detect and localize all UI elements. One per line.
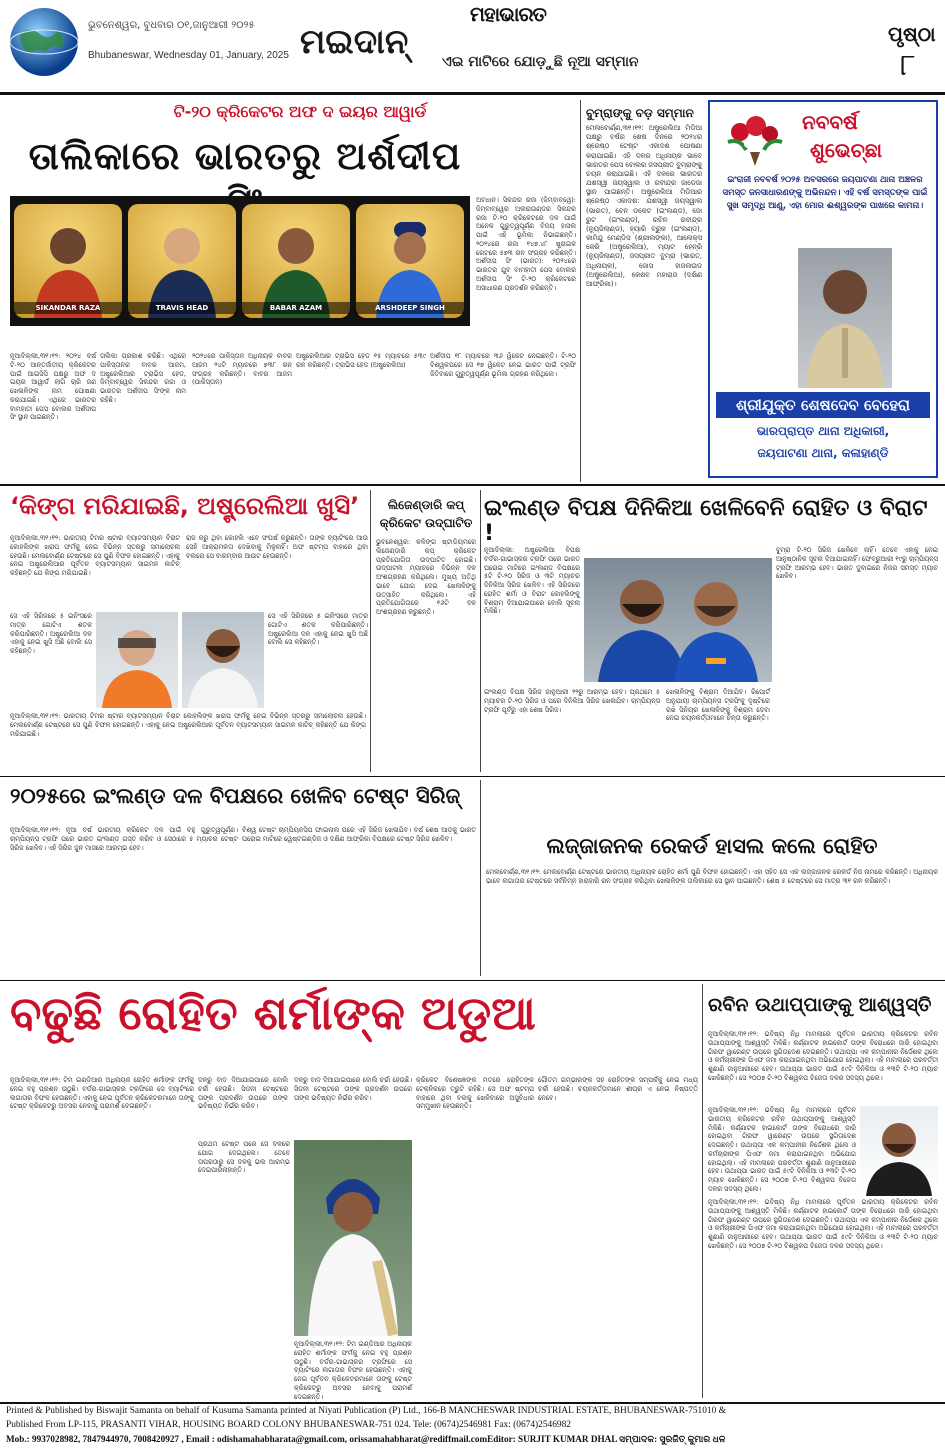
player-name: SIKANDAR RAZA: [14, 302, 122, 314]
section-rule: [0, 484, 945, 486]
uthappa-body-top: ନୂଆଦିଲ୍ଲୀ,୩୧।୧୨: ଭବିଷ୍ୟ ନିଧି ମାମଲାରେ ପୂର୍ବତନ ଭାରତୀୟ କ୍ରିକେଟର ରବିନ ଉଥାପ୍ପାଙ୍କୁ ଆଶ୍ୱସ୍ତି ମିଳିଛି। କର୍ଣ୍ଣାଟକ ହାଇକୋର୍ଟ ତାଙ୍କ ବିରୋଧରେ ଜାରି ହୋଇଥିବା ଗିରଫ ୱାରେଣ୍ଟ ଉପରେ ସ୍ଥଗିତାଦେଶ ଦେଇଛନ୍ତି। ଉଥାପ୍ପା ଏକ କମ୍ପାନୀର ନିର୍ଦ୍ଦେଶକ ଥିଲେ ଓ କର୍ମଚାରୀଙ୍କ ପିଏଫ ଜମା କରାଯାଇନଥିବା ଅଭିଯୋଗ ହୋଇଥିଲା। ଏହି ମାମଲାରେ ପରବର୍ତ୍ତୀ ଶୁଣାଣି ଜାନୁଆରୀରେ ହେବ। ଉଥାପ୍ପା ଭାରତ ପାଇଁ ୫୯ଟି ଦିନିକିଆ ଓ ୧୩ଟି ଟି-୨୦ ମ୍ୟାଚ ଖେଳିଛନ୍ତି। ସେ ୨୦୦୭ ଟି-୨୦ ବିଶ୍ୱକପ ବିଜେତା ଦଳର ସଦସ୍ୟ ଥିଲେ।: [708, 1030, 938, 1082]
player-card-babar: [242, 204, 350, 318]
section-name: ମଇଦାନ୍: [300, 22, 409, 62]
odi-body-left: ନୂଆଦିଲ୍ଲୀ: ଅଷ୍ଟ୍ରେଲିଆ ବିପକ୍ଷ ବର୍ଡର-ଗାଭାସ୍କର ଟ୍ରଫି ପରେ ଭାରତ ଘରୋଇ ମାଟିରେ ଇଂଲଣ୍ଡ ବିପକ୍ଷରେ ୫ଟି ଟି-୨୦ ସିରିଜ ଓ ୩ଟି ମ୍ୟାଚର ଦିନିକିଆ ସିରିଜ ଖେଳିବ। ଏହି ସିରିଜରେ ରୋହିତ ଶର୍ମା ଓ ବିରାଟ କୋହଲିଙ୍କୁ ବିଶ୍ରାମ ଦିଆଯାଇପାରେ ବୋଲି ସୂଚନା ମିଳିଛି।: [484, 546, 580, 616]
column-divider: [370, 490, 371, 772]
date-odia: ଭୁବନେଶ୍ୱର, ବୁଧବାର ୦୧,ଜାନୁଆରୀ ୨୦୨୫: [88, 20, 255, 31]
england-headline: ୨୦୨୫ରେ ଇଂଲଣ୍ଡ ଦଳ ବିପକ୍ଷରେ ଖେଳିବ ଟେଷ୍ଟ ସିରିଜ୍: [10, 784, 461, 808]
officer-photo: [798, 248, 892, 388]
lead-col-5: ଅର୍ଶଦୀପ ୧୮ ମ୍ୟାଚରେ ୩୬ ୱିକେଟ ନେଇଛନ୍ତି। ଟି-୨୦ ବିଶ୍ୱକପରେ ସେ ୧୭ ୱିକେଟ ନେଇ ଭାରତ ପାଇଁ ଟ୍ରଫି ଜିତିବାରେ ଗୁରୁତ୍ୱପୂର୍ଣ୍ଣ ଭୂମିକା ଗ୍ରହଣ କରିଥିଲେ।: [430, 352, 576, 378]
player-silhouette-icon: [356, 204, 464, 318]
rohit-batting-icon: [294, 1140, 412, 1336]
rohit-virat-portrait-icon: [584, 558, 772, 682]
odi-body-right: ଖେଳାଳିଙ୍କୁ ବିଶ୍ରାମ ଦିଆଯିବ। ରିପୋର୍ଟ ଅନୁଯାୟୀ ଚାମ୍ପିୟନ୍ସ ଟ୍ରଫିକୁ ଦୃଷ୍ଟିରେ ରଖି ସିନିୟର ଖେଳାଳିଙ୍କୁ ବିଶ୍ରାମ ଦେବା ନେଇ ଚୟନକର୍ତ୍ତାମାନେ ଚିନ୍ତା କରୁଛନ୍ତି।: [666, 688, 770, 723]
lead-col-2: ତାଲିକା ପ୍ରକାଶ କରିଛି। ଏଥିରେ ପାକିସ୍ତାନର ବାବର ଆଜମ, ଅଷ୍ଟ୍ରେଲିଆର ଟ୍ରାଭିସ ହେଡ, ଜିମ୍ବାବ୍ୱେର ସିକନ୍ଦର ରଜା ଓ ଭାରତର ଅର୍ଶଦୀପ ସିଂଙ୍କ ନାମ ରହିଛି।: [100, 352, 186, 404]
record-body: ମେଲବୋର୍ଣ୍ଣ,୩୧।୧୨: ମେଲବୋର୍ଣ୍ଣ ଟେଷ୍ଟରେ ଭାରତୀୟ ଅଧିନାୟକ ରୋହିତ ଶର୍ମା ପୁଣି ବିଫଳ ହୋଇଛନ୍ତି। ଏହା ସହିତ ସେ ଏକ ଲଜ୍ଜାଜନକ ରେକର୍ଡ ନିଜ ନାମରେ କରିଛନ୍ତି। ଅଧିନାୟକ ଭାବେ ଲଗାତାର ଟେଷ୍ଟରେ ସର୍ବନିମ୍ନ ହାରାହାରି ରନ ସଂଗ୍ରହ କରିଥିବା ଖେଳାଳିଙ୍କ ତାଲିକାରେ ସେ ସ୍ଥାନ ପାଇଛନ୍ତି। ଶେଷ ୫ ଟେଷ୍ଟରେ ସେ ମାତ୍ର ୩୧ ରନ କରିଛନ୍ତି।: [486, 868, 938, 885]
officer-portrait-icon: [798, 248, 892, 388]
uthappa-headline: ରବିନ ଉଥାପ୍ପାଙ୍କୁ ଆଶ୍ୱସ୍ତି: [708, 994, 932, 1016]
bumrah-body: ମେଲବୋର୍ଣ୍ଣ,୩୧।୧୨: ଅଷ୍ଟ୍ରେଲିଆ ମିଡିଆ ପକ୍ଷରୁ ବର୍ଷର ଶେଷ ଦିନରେ ୨୦୨୪ର ଶ୍ରେଷ୍ଠ ଟେଷ୍ଟ ଏକାଦଶ ଘୋଷଣା କରାଯାଇଛି। ଏହି ଦଳର ଅଧିନାୟକ ଭାବେ ଭାରତର ପେସ ବୋଲର ଜସପ୍ରୀତ ବୁମ୍ରାଙ୍କୁ ଚୟନ କରାଯାଇଛି। ଏହି ଦଳରେ ଭାରତର ଯଶସ୍ୱୀ ଜୟସ୍ୱାଲ ଓ ରବୀନ୍ଦ୍ର ଜାଡେଜା ସ୍ଥାନ ପାଇଛନ୍ତି। ଅଷ୍ଟ୍ରେଲିଆ ମିଡିଆର ଶ୍ରେଷ୍ଠ ଏକାଦଶ: ଯଶସ୍ୱୀ ଜୟସ୍ୱାଲ (ଭାରତ), ବେନ ଡକେଟ (ଇଂଲଣ୍ଡ), ଜୋ ରୁଟ (ଇଂଲଣ୍ଡ), ରଚିନ ରବୀନ୍ଦ୍ର (ନ୍ୟୁଜିଲାଣ୍ଡ), ହ୍ୟାରି ବ୍ରୁକ (ଇଂଲଣ୍ଡ), କାମିନ୍ଦୁ ମେଣ୍ଡିସ (ଶ୍ରୀଲଙ୍କା), ଆଲେକ୍ସ କେରି (ଅଷ୍ଟ୍ରେଲିଆ), ମ୍ୟାଟ ହେନ୍ରି (ନ୍ୟୁଜିଲାଣ୍ଡ), ଜସପ୍ରୀତ ବୁମ୍ରା (ଭାରତ, ଅଧିନାୟକ), ଜୋସ ହାଜଲଉଡ (ଅଷ୍ଟ୍ରେଲିଆ), କେଶବ ମହାରାଜ (ଦକ୍ଷିଣ ଆଫ୍ରିକା)।: [586, 124, 702, 288]
rohit-col-4: କ୍ରିକେଟ ବିଶେଷଜ୍ଞଙ୍କ ମତରେ ରୋହିତଙ୍କ ଟେକ୍ନିକରେ ତ୍ରୁଟି ରହିଛି। ସେ ଅଫ ଷ୍ଟମ୍ପ ବାହାରେ ଥିବା ବଲକୁ ଖେଳିବାରେ ଅସୁବିଧାର ସମ୍ମୁଖୀନ ହେଉଛନ୍ତି।: [416, 1076, 534, 1111]
column-divider: [480, 490, 481, 772]
player-name: ARSHDEEP SINGH: [356, 302, 464, 314]
player-card-travis: [128, 204, 236, 318]
column-divider: [580, 100, 581, 482]
greeting-title-1: ନବବର୍ଷ: [802, 110, 858, 134]
legends-body: ଭୁବନେଶ୍ୱର: କଳିଙ୍ଗ ଷ୍ଟାଡିୟମରେ ଲିଜେଣ୍ଡାରି କପ୍ କ୍ରିକେଟ ପ୍ରତିଯୋଗିତା ଉଦ୍‌ଘାଟିତ ହୋଇଛି। ଉଦ୍‌ଘାଟନୀ ମ୍ୟାଚରେ ବିଭିନ୍ନ ଦଳ ଅଂଶଗ୍ରହଣ କରିଥିଲେ। ମୁଖ୍ୟ ଅତିଥି ଭାବେ ଯୋଗ ଦେଇ ଖେଳାଳିଙ୍କୁ ଉତ୍ସାହିତ କରିଥିଲେ। ଏହି ପ୍ରତିଯୋଗିତାରେ ୧୬ଟି ଦଳ ଅଂଶଗ୍ରହଣ କରୁଛନ୍ତି।: [376, 538, 476, 617]
king-body-mid: ରାଜ କରୁ ଥିବା କୋହଲି ଏବେ ସଂଘର୍ଷ କରୁଛନ୍ତି। ତାଙ୍କ ବ୍ୟାଟିଂରେ ଆଉ ସେହି ଆକ୍ରାମକତା ଦେଖିବାକୁ ମିଳୁନାହିଁ। ଅଫ ଷ୍ଟମ୍ପ ବାହାରେ ଥିବା ବଲରେ ସେ ବାରମ୍ବାର ଆଉଟ ହେଉଛନ୍ତି।: [186, 534, 368, 560]
uthappa-photo: [860, 1106, 938, 1196]
lead-col-4: ଅଷ୍ଟ୍ରେଲିଆର ଟ୍ରାଭିସ ହେଡ ୧୫ ମ୍ୟାଚରେ ୫୩୯ ରନ କରିଛନ୍ତି। ଟ୍ରାଭିସ ହେଡ (ଅଷ୍ଟ୍ରେଲିଆ): [296, 352, 426, 369]
tagline: ଏଇ ମାଟିରେ ଯୋଡ଼ୁଛି ନୂଆ ସମ୍ମାନ: [442, 54, 639, 70]
flower-bouquet-icon: [720, 108, 790, 166]
rohit-headline: ବଢୁଛି ରୋହିତ ଶର୍ମାଙ୍କ ଅଡୁଆ: [10, 986, 536, 1040]
officer-station: ଜୟପାଟଣା ଥାନା, କଳାହାଣ୍ଡି: [757, 446, 889, 460]
player-silhouette-icon: [128, 204, 236, 318]
player-card-arshdeep: [356, 204, 464, 318]
kohli-photo: [182, 612, 264, 708]
rohit-col-1: ନୂଆଦିଲ୍ଲୀ,୩୧।୧୨: ଟିମ ଇଣ୍ଡିଆର ଅଧିନାୟକ ରୋହିତ ଶର୍ମାଙ୍କ ଫର୍ମକୁ ନେଇ ବହୁ ପ୍ରଶ୍ନ ଉଠୁଛି। ବର୍ଡର-ଗାଭାସ୍କର ଟ୍ରଫିରେ ସେ ବ୍ୟାଟିଂରେ ଲଗାତାର ବିଫଳ ହେଉଛନ୍ତି। ଏହାକୁ ନେଇ ପୂର୍ବତନ କ୍ରିକେଟରମାନେ ତାଙ୍କୁ ଟେଷ୍ଟ କ୍ରିକେଟରୁ ଅବସର ନେବାକୁ ପରାମର୍ଶ ଦେଇଛନ୍ତି।: [10, 1076, 194, 1111]
player-name: TRAVIS HEAD: [128, 302, 236, 314]
globe-logo: [6, 4, 82, 80]
odi-headline: ଇଂଲଣ୍ଡ ବିପକ୍ଷ ଦିନିକିଆ ଖେଳିବେନି ରୋହିତ ଓ ବିରାଟ !: [484, 496, 928, 546]
lead-col-3: ୨୦୨୪ରେ ପାକିସ୍ତାନ ଅଧିନାୟକ ବାବର ଆଜମ ୨୪ଟି ମ୍ୟାଚରେ ୭୩୮ ରନ ସଂଗ୍ରହ କରିଛନ୍ତି। ବାବର ଆଜମ (ପାକିସ୍ତାନ): [192, 352, 292, 387]
column-divider: [702, 984, 703, 1398]
bumrah-headline: ବୁମ୍ରାଙ୍କୁ ବଡ଼ ସମ୍ମାନ: [586, 106, 694, 120]
coach-photo: [96, 612, 178, 708]
section-rule: [0, 776, 945, 777]
king-body-right: ସେ ଏହି ସିରିଜରେ ୫ ଇନିଂସରେ ମାତ୍ର ଗୋଟିଏ ଶତକ କରିପାରିଛନ୍ତି। ଅଷ୍ଟ୍ରେଲିଆ ଦଳ ଏହାକୁ ନେଇ ଖୁସି ଅଛି ବୋଲି ସେ କହିଛନ୍ତି।: [268, 612, 368, 647]
player-cards: [10, 196, 470, 326]
legends-headline-2: କ୍ରିକେଟ ଉଦ୍‌ଘାଟିତ: [379, 516, 473, 530]
player-silhouette-icon: [14, 204, 122, 318]
player-silhouette-icon: [242, 204, 350, 318]
masthead: [0, 0, 945, 100]
player-card-sikandar: [14, 204, 122, 318]
legends-headline-1: ଲିଜେଣ୍ଡାରି କପ୍: [387, 498, 465, 512]
lead-side-text: ଅବଧାନ। ସିକନ୍ଦର ରଜା (ଜିମ୍ବାବ୍ୱେ): ଜିମ୍ବାବ୍ୱେର ଅଲରାଉଣ୍ଡର ସିକନ୍ଦର ରଜା ଟି-୨୦ କ୍ରିକେଟରେ ଦଳ ପାଇଁ ଅନେକ ଗୁରୁତ୍ୱପୂର୍ଣ୍ଣ ବିଜୟ ହାସଲ ପାଇଁ ଏହି ଭୂମିକା ନିଭାଇଛନ୍ତି। ୨୦୨୪ରେ ରଜା ୧୪୭.୪୮ ଷ୍ଟ୍ରାଇକ ରେଟରେ ୫୭୩ ରନ ସଂଗ୍ରହ କରିଛନ୍ତି। ଅର୍ଶଦୀପ ସିଂ (ଭାରତ): ୨୦୨୪ରେ ଭାରତର ଯୁବ ବାମହାତୀ ପେସ ବୋଲର ଅର୍ଶଦୀପ ସିଂ ଟି-୨୦ କ୍ରିକେଟରେ ଅସାଧାରଣ ପ୍ରଦର୍ଶନ କରିଛନ୍ତି।: [476, 196, 576, 292]
column-divider: [480, 780, 481, 976]
imprint-line-1: Printed & Published by Biswajit Samanta on behalf of Kusuma Samanta printed at Niyati Publication (P) Ltd., 166-B MANCHESWAR INDUSTRIAL ESTATE, BHUBANESWAR-751010 &: [6, 1406, 726, 1416]
player-name: BABAR AZAM: [242, 302, 350, 314]
page-label: ପୃଷ୍ଠା: [888, 22, 936, 46]
date-english: Bhubaneswar, Wednesday 01, January, 2025: [88, 50, 289, 61]
officer-designation: ଭାରପ୍ରାପ୍ତ ଥାନା ଅଧିକାରୀ,: [756, 424, 890, 438]
king-body-left: ନୂଆଦିଲ୍ଲୀ,୩୧।୧୨: ଭାରତୀୟ ଟିମର ଷ୍ଟାର ବ୍ୟାଟସମ୍ୟାନ ବିରାଟ କୋହଲିଙ୍କ ଖରାପ ଫର୍ମକୁ ନେଇ ବିଭିନ୍ନ ସ୍ତରରୁ ସମାଲୋଚନା ହେଉଛି। ମେଲବୋର୍ଣ୍ଣ ଟେଷ୍ଟରେ ସେ ପୁଣି ବିଫଳ ହୋଇଛନ୍ତି। ଏହାକୁ ନେଇ ଅଷ୍ଟ୍ରେଲିଆର ପୂର୍ବତନ ବ୍ୟାଟସମ୍ୟାନ ସାଇମନ କାଟିଚ୍ କହିଛନ୍ତି ଯେ କିଙ୍ଗ ମରିଯାଇଛି।: [10, 534, 180, 578]
coach-portrait-icon: [96, 612, 178, 708]
england-body-left: ନୂଆଦିଲ୍ଲୀ,୩୧।୧୨: ନୂଆ ବର୍ଷ ଭାରତୀୟ କ୍ରିକେଟ ଦଳ ପାଇଁ ବହୁ ଗୁରୁତ୍ୱପୂର୍ଣ୍ଣ। ଚାମ୍ପିୟନ୍ସ ଟ୍ରଫି ପରେ ଭାରତ ଇଂଲଣ୍ଡ ଗସ୍ତ କରିବ ଓ ସେଠାରେ ୫ ମ୍ୟାଚର ଟେଷ୍ଟ ସିରିଜ ଖେଳିବ। ଏହି ସିରିଜ ଜୁନ ମାସରେ ଆରମ୍ଭ ହେବ।: [10, 826, 238, 852]
odi-body-mid: ଇଂଲଣ୍ଡ ବିପକ୍ଷ ସିରିଜ ଜାନୁଆରୀ ୨୨ରୁ ଆରମ୍ଭ ହେବ। ପ୍ରଥମେ ୫ ମ୍ୟାଚର ଟି-୨୦ ସିରିଜ ଓ ପରେ ଦିନିକିଆ ସିରିଜ ଖେଳାଯିବ। ଚାମ୍ପିୟନ୍ସ ଟ୍ରଫି ପୂର୍ବରୁ ଏହା ଶେଷ ସିରିଜ।: [484, 688, 660, 714]
rohit-col-6: ନୂଆଦିଲ୍ଲୀ,୩୧।୧୨: ଟିମ ଇଣ୍ଡିଆର ଅଧିନାୟକ ରୋହିତ ଶର୍ମାଙ୍କ ଫର୍ମକୁ ନେଇ ବହୁ ପ୍ରଶ୍ନ ଉଠୁଛି। ବର୍ଡର-ଗାଭାସ୍କର ଟ୍ରଫିରେ ସେ ବ୍ୟାଟିଂରେ ଲଗାତାର ବିଫଳ ହେଉଛନ୍ତି। ଏହାକୁ ନେଇ ପୂର୍ବତନ କ୍ରିକେଟରମାନେ ତାଙ୍କୁ ଟେଷ୍ଟ କ୍ରିକେଟରୁ ଅବସର ନେବାକୁ ପରାମର୍ଶ ଦେଇଛନ୍ତି।: [294, 1340, 412, 1401]
lead-kicker: ଟି-୨୦ କ୍ରିକେଟର ଅଫ ଦ ଇୟର ଆୱାର୍ଡ: [173, 102, 427, 121]
england-body-right: ବିଶ୍ୱ ଟେଷ୍ଟ ଚାମ୍ପିୟନସିପ ଫାଇନାଲ ପରେ ଏହି ସିରିଜ ଖେଳାଯିବ। ବର୍ଷ ଶେଷ ଆଡ଼କୁ ଭାରତ ଘରୋଇ ମାଟିରେ ୱେଷ୍ଟଇଣ୍ଡିଜ ଓ ଦକ୍ଷିଣ ଆଫ୍ରିକା ବିପକ୍ଷରେ ଟେଷ୍ଟ ସିରିଜ ଖେଳିବ।: [242, 826, 476, 843]
lead-col-1: ନୂଆଦିଲ୍ଲୀ,୩୧।୧୨: ୨୦୨୪ ବର୍ଷ ଟି-୨୦ ଆନ୍ତର୍ଜାତୀୟ କ୍ରିକେଟର ପାଇଁ ଆଇସିସି ପକ୍ଷରୁ ଅଫ ଦ ଇୟର ଆୱାର୍ଡ ଲାଗି ଚାରି ଜଣ ଖେଳାଳିଙ୍କ ନାମ ଘୋଷଣା କରାଯାଇଛି। ଏଥିରେ ଭାରତର ବାମହାତୀ ପେସ ବୋଲର ଅର୍ଶଦୀପ ସିଂ ସ୍ଥାନ ପାଇଛନ୍ତି।: [10, 352, 96, 422]
king-body-bottom: ନୂଆଦିଲ୍ଲୀ,୩୧।୧୨: ଭାରତୀୟ ଟିମର ଷ୍ଟାର ବ୍ୟାଟସମ୍ୟାନ ବିରାଟ କୋହଲିଙ୍କ ଖରାପ ଫର୍ମକୁ ନେଇ ବିଭିନ୍ନ ସ୍ତରରୁ ସମାଲୋଚନା ହେଉଛି। ମେଲବୋର୍ଣ୍ଣ ଟେଷ୍ଟରେ ସେ ପୁଣି ବିଫଳ ହୋଇଛନ୍ତି। ଏହାକୁ ନେଇ ଅଷ୍ଟ୍ରେଲିଆର ପୂର୍ବତନ ବ୍ୟାଟସମ୍ୟାନ ସାଇମନ କାଟିଚ୍ କହିଛନ୍ତି ଯେ କିଙ୍ଗ ମରିଯାଇଛି।: [10, 712, 366, 738]
uthappa-portrait-icon: [860, 1106, 938, 1196]
paper-name-logo: ମହାଭାରତ: [470, 2, 546, 26]
rohit-col-3b: ଦଳରୁ ବାଦ ଦିଆଯାଇପାରେ ବୋଲି ଚର୍ଚ୍ଚା ହେଉଛି। ସିଡନୀ ଟେଷ୍ଟରେ ତାଙ୍କ ପ୍ରଦର୍ଶନ ଉପରେ ତାଙ୍କ ଭବିଷ୍ୟତ ନିର୍ଭର କରିବ।: [294, 1076, 412, 1102]
officer-name-banner: ଶ୍ରୀଯୁକ୍ତ ଶେଷଦେବ ବେହେରା: [716, 392, 930, 418]
greeting-message: ଇଂରାଜୀ ନବବର୍ଷ ୨୦୨୫ ଅବସରରେ ଜୟପାଟଣା ଥାନା ଅଞ୍ଚଳର ସମସ୍ତ ଜନସାଧାରଣଙ୍କୁ ଅଭିନନ୍ଦନ। ଏହି ବର୍ଷ ସମସ୍ତଙ୍କ ପାଇଁ ସୁଖ ସମୃଦ୍ଧି ଆଣୁ, ଏହା ମୋର ଈଶ୍ୱରଙ୍କ ପାଖରେ କାମନା।: [722, 175, 928, 212]
king-body-left-lower: ସେ ଏହି ସିରିଜରେ ୫ ଇନିଂସରେ ମାତ୍ର ଗୋଟିଏ ଶତକ କରିପାରିଛନ୍ତି। ଅଷ୍ଟ୍ରେଲିଆ ଦଳ ଏହାକୁ ନେଇ ଖୁସି ଅଛି ବୋଲି ସେ କହିଛନ୍ତି।: [10, 612, 92, 656]
uthappa-body-bottom: ନୂଆଦିଲ୍ଲୀ,୩୧।୧୨: ଭବିଷ୍ୟ ନିଧି ମାମଲାରେ ପୂର୍ବତନ ଭାରତୀୟ କ୍ରିକେଟର ରବିନ ଉଥାପ୍ପାଙ୍କୁ ଆଶ୍ୱସ୍ତି ମିଳିଛି। କର୍ଣ୍ଣାଟକ ହାଇକୋର୍ଟ ତାଙ୍କ ବିରୋଧରେ ଜାରି ହୋଇଥିବା ଗିରଫ ୱାରେଣ୍ଟ ଉପରେ ସ୍ଥଗିତାଦେଶ ଦେଇଛନ୍ତି। ଉଥାପ୍ପା ଏକ କମ୍ପାନୀର ନିର୍ଦ୍ଦେଶକ ଥିଲେ ଓ କର୍ମଚାରୀଙ୍କ ପିଏଫ ଜମା କରାଯାଇନଥିବା ଅଭିଯୋଗ ହୋଇଥିଲା। ଏହି ମାମଲାରେ ପରବର୍ତ୍ତୀ ଶୁଣାଣି ଜାନୁଆରୀରେ ହେବ। ଉଥାପ୍ପା ଭାରତ ପାଇଁ ୫୯ଟି ଦିନିକିଆ ଓ ୧୩ଟି ଟି-୨୦ ମ୍ୟାଚ ଖେଳିଛନ୍ତି। ସେ ୨୦୦୭ ଟି-୨୦ ବିଶ୍ୱକପ ବିଜେତା ଦଳର ସଦସ୍ୟ ଥିଲେ।: [708, 1198, 938, 1250]
uthappa-body-left: ନୂଆଦିଲ୍ଲୀ,୩୧।୧୨: ଭବିଷ୍ୟ ନିଧି ମାମଲାରେ ପୂର୍ବତନ ଭାରତୀୟ କ୍ରିକେଟର ରବିନ ଉଥାପ୍ପାଙ୍କୁ ଆଶ୍ୱସ୍ତି ମିଳିଛି। କର୍ଣ୍ଣାଟକ ହାଇକୋର୍ଟ ତାଙ୍କ ବିରୋଧରେ ଜାରି ହୋଇଥିବା ଗିରଫ ୱାରେଣ୍ଟ ଉପରେ ସ୍ଥଗିତାଦେଶ ଦେଇଛନ୍ତି। ଉଥାପ୍ପା ଏକ କମ୍ପାନୀର ନିର୍ଦ୍ଦେଶକ ଥିଲେ ଓ କର୍ମଚାରୀଙ୍କ ପିଏଫ ଜମା କରାଯାଇନଥିବା ଅଭିଯୋଗ ହୋଇଥିଲା। ଏହି ମାମଲାରେ ପରବର୍ତ୍ତୀ ଶୁଣାଣି ଜାନୁଆରୀରେ ହେବ। ଉଥାପ୍ପା ଭାରତ ପାଇଁ ୫୯ଟି ଦିନିକିଆ ଓ ୧୩ଟି ଟି-୨୦ ମ୍ୟାଚ ଖେଳିଛନ୍ତି। ସେ ୨୦୦୭ ଟି-୨୦ ବିଶ୍ୱକପ ବିଜେତା ଦଳର ସଦସ୍ୟ ଥିଲେ।: [708, 1106, 856, 1193]
section-rule: [0, 980, 945, 981]
kohli-portrait-icon: [182, 612, 264, 708]
imprint-line-3: Mob.: 9937028982, 7847944970, 7008420927 , Email : odishamahabharata@gmail.com, orissamahabharat@rediffmail.comEditor: SURJIT KUMAR DHAL ସମ୍ପାଦକ: ସୁରଜିତ୍ କୁମାର ଧଳ: [6, 1434, 726, 1444]
king-headline: ‘କିଙ୍ଗ ମରିଯାଇଛି, ଅଷ୍ଟ୍ରେଲିଆ ଖୁସି’: [10, 492, 360, 520]
record-headline: ଲଜ୍ଜାଜନକ ରେକର୍ଡ ହାସଲ କଲେ ରୋହିତ: [546, 834, 878, 858]
footer-rule: [0, 1402, 945, 1404]
greeting-title-2: ଶୁଭେଚ୍ଛା: [810, 138, 883, 162]
lead-headline: ତାଲିକାରେ ଭାରତରୁ ଅର୍ଶଦୀପ: [28, 134, 462, 178]
rohit-batting-photo: [294, 1140, 412, 1336]
rohit-col-2: ଦଳରୁ ବାଦ ଦିଆଯାଇପାରେ ବୋଲି ଚର୍ଚ୍ଚା ହେଉଛି। ସିଡନୀ ଟେଷ୍ଟରେ ତାଙ୍କ ପ୍ରଦର୍ଶନ ଉପରେ ତାଙ୍କ ଭବିଷ୍ୟତ ନିର୍ଭର କରିବ।: [198, 1076, 288, 1111]
masthead-rule: [0, 92, 945, 95]
page-number: ୮: [900, 48, 916, 83]
rohit-col-3: ପ୍ରଥମ ଟେଷ୍ଟ ପରେ ସେ ଦଳରେ ଯୋଗ ଦେଇଥିଲେ। ତେବେ ତାପରଠାରୁ ସେ ଦଳକୁ ଭଲ ଆରମ୍ଭ ଦେଇପାରିନାହାନ୍ତି।: [198, 1140, 290, 1175]
new-year-greeting-ad: [708, 100, 938, 478]
rohit-virat-photo: [584, 558, 772, 682]
imprint-line-2: Published From LP-115, PRASANTI VIHAR, HOUSING BOARD COLONY BHUBANESWAR-751 024. Tele: (0674)2546981 Fax: (0674)2546982: [6, 1420, 571, 1430]
rohit-col-5: ଗୌତମ ଗମ୍ଭୀରଙ୍କ ସହ ରୋହିତଙ୍କ ସମ୍ପର୍କକୁ ନେଇ ମଧ୍ୟ ଚର୍ଚ୍ଚା ହେଉଛି। ଚୟନକର୍ତ୍ତାମାନେ ଶୀଘ୍ର ଏ ନେଇ ନିଷ୍ପତ୍ତି ନେବେ।: [538, 1076, 698, 1102]
odi-body-far-right: ବୁମ୍ରା ଟି-୨୦ ସିରିଜ ଖେଳିବେ ନାହିଁ। ତେବେ ଏହାକୁ ନେଇ ଆନୁଷ୍ଠାନିକ ସୂଚନା ଦିଆଯାଇନାହିଁ। ଫେବ୍ରୁଆରୀ ୧୯ରୁ ଚାମ୍ପିୟନ୍ସ ଟ୍ରଫି ଆରମ୍ଭ ହେବ। ଭାରତ ଦୁବାଇରେ ନିଜର ସମସ୍ତ ମ୍ୟାଚ ଖେଳିବ।: [776, 546, 938, 581]
